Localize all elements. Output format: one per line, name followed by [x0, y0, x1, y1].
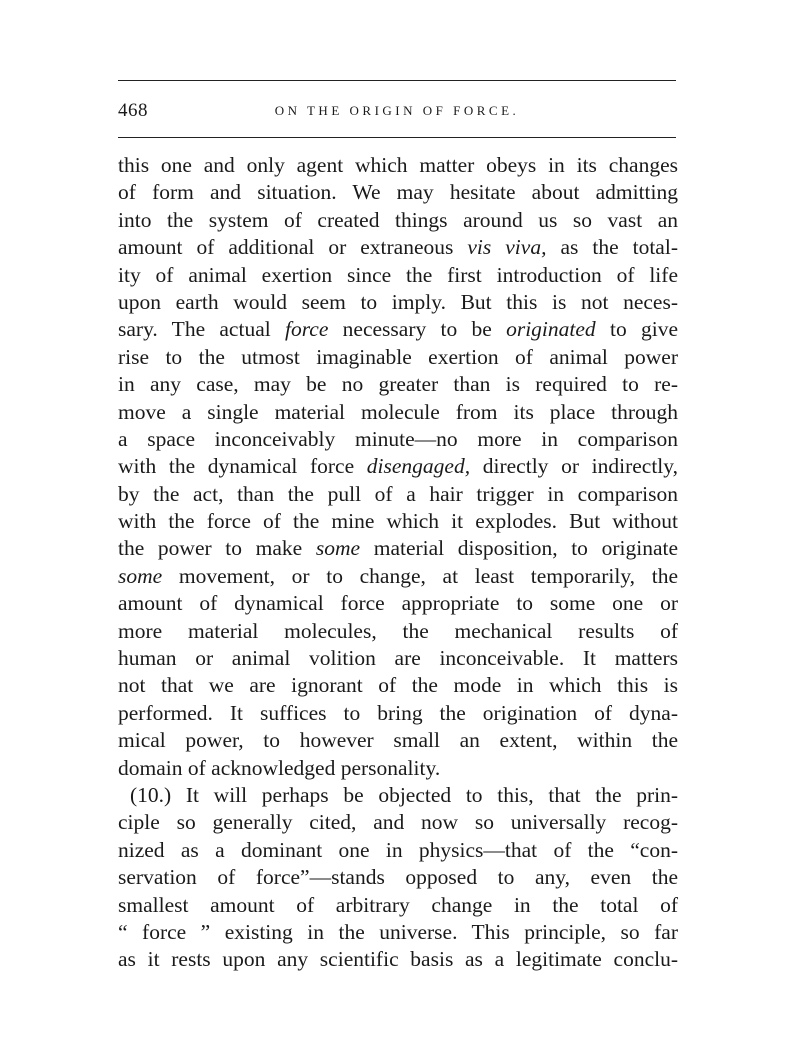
running-head: ON THE ORIGIN OF FORCE.: [274, 103, 520, 118]
text-line: human or animal volition are inconceivable. It matters: [118, 646, 678, 671]
text-fragment: directly or indirectly,: [470, 454, 678, 479]
text-line: in any case, may be no greater than is required to re-: [118, 372, 678, 397]
text-line: [118, 316, 678, 343]
text-line: [118, 535, 678, 562]
italic-term: originated: [506, 317, 596, 342]
text-line: servation of force”—stands opposed to any, even the: [118, 865, 678, 890]
text-line: ity of animal exertion since the first introduction of life: [118, 262, 678, 287]
text-fragment: with the dynamical force: [118, 454, 367, 479]
text-line: [118, 234, 678, 261]
italic-term: some: [315, 536, 361, 561]
text-line: performed. It suffices to bring the origination of dyna-: [118, 700, 678, 725]
text-line: “ force ” existing in the universe. This principle, so far: [118, 919, 678, 944]
text-line: [118, 563, 678, 590]
header-rule-bottom: [118, 137, 676, 138]
text-fragment: as the total-: [546, 235, 678, 260]
text-line: by the act, than the pull of a hair trigger in comparison: [118, 481, 678, 506]
text-line: not that we are ignorant of the mode in which this is: [118, 673, 678, 698]
text-line: rise to the utmost imaginable exertion of animal power: [118, 344, 678, 369]
text-line: with the force of the mine which it explodes. But without: [118, 509, 678, 534]
text-fragment: material disposition, to originate: [360, 536, 679, 561]
italic-term: disengaged,: [366, 454, 471, 479]
text-line: upon earth would seem to imply. But this is not neces-: [118, 289, 678, 314]
italic-term: force: [285, 317, 329, 342]
italic-term: vis viva,: [467, 235, 547, 260]
text-fragment: to give: [595, 317, 678, 342]
text-line: ciple so generally cited, and now so universally recog-: [118, 810, 678, 835]
text-line: [118, 453, 678, 480]
italic-term: some: [118, 563, 163, 588]
body-text: [118, 152, 678, 974]
text-line: as it rests upon any scientific basis as a legitimate conclu-: [118, 947, 678, 972]
text-fragment: amount of additional or extraneous: [118, 235, 468, 260]
text-line: a space inconceivably minute—no more in comparison: [118, 426, 678, 451]
header-rule-top: [118, 80, 676, 81]
text-line: domain of acknowledged personality.: [118, 755, 441, 780]
text-fragment: the power to make: [118, 536, 316, 561]
text-line: into the system of created things around us so vast an: [118, 207, 678, 232]
text-line: of form and situation. We may hesitate about admitting: [118, 180, 678, 205]
text-line: move a single material molecule from its place through: [118, 399, 678, 424]
text-line: this one and only agent which matter obeys in its changes: [118, 153, 678, 177]
text-fragment: necessary to be: [328, 317, 507, 342]
text-line: (10.) It will perhaps be objected to this, that the prin-: [130, 782, 678, 807]
text-line: smallest amount of arbitrary change in the total of: [118, 892, 678, 917]
text-line: mical power, to however small an extent, within the: [118, 728, 678, 753]
text-line: more material molecules, the mechanical results of: [118, 618, 678, 643]
text-line: amount of dynamical force appropriate to some one or: [118, 591, 678, 616]
page-header: [118, 100, 676, 124]
text-fragment: movement, or to change, at least temporarily, the: [162, 563, 678, 588]
page-number: 468: [118, 100, 148, 121]
text-fragment: sary. The actual: [118, 317, 285, 342]
text-line: nized as a dominant one in physics—that of the “con-: [118, 837, 678, 862]
